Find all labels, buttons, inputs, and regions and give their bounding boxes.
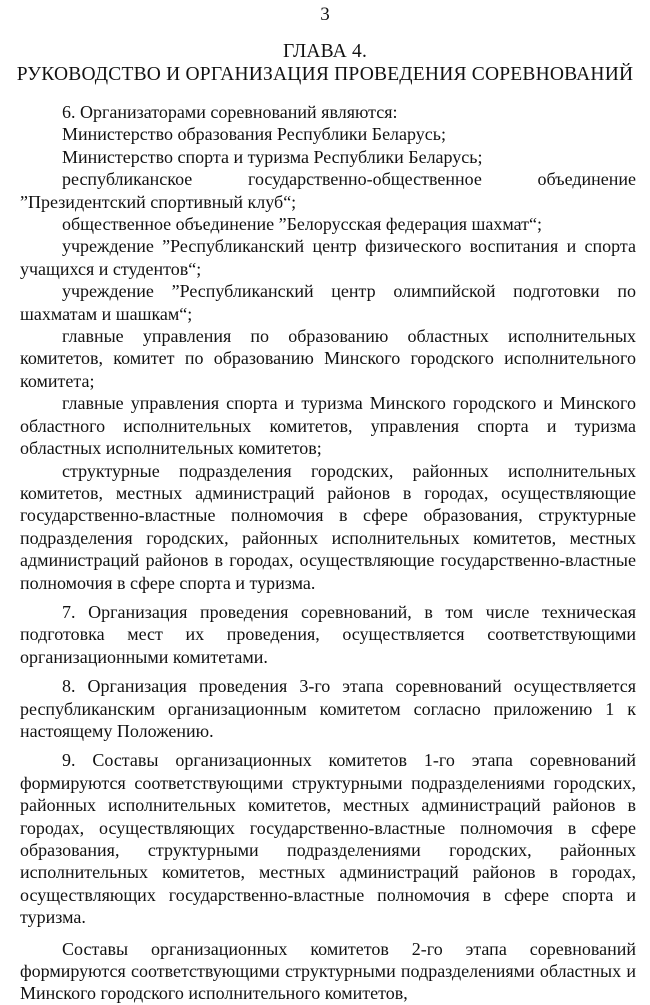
- document-body: [20, 101, 636, 1005]
- paragraph: 6. Организаторами соревнований являются:: [62, 102, 398, 122]
- paragraph: Министерство спорта и туризма Республики Беларусь;: [62, 146, 483, 167]
- paragraph: Составы организационных комитетов 2-го этапа соревнований формируются соответствующими структурными подразделениями областных и Минского городского исполнительного комитетов,: [20, 938, 636, 1004]
- paragraph: 7. Организация проведения соревнований, в том числе техническая подготовка мест их проведения, осуществляется соответствующими организационными комитетами.: [20, 601, 636, 667]
- paragraph: главные управления по образованию областных исполнительных комитетов, комитет по образованию Минского городского исполнительного комитета;: [20, 326, 636, 391]
- paragraph: 8. Организация проведения 3-го этапа соревнований осуществляется республиканским организационным комитетом согласно приложению 1 к настоящему Положению.: [20, 676, 636, 741]
- paragraph: Министерство образования Республики Беларусь;: [62, 124, 446, 145]
- paragraph: главные управления спорта и туризма Минского городского и Минского областного исполнительных комитетов, управления спорта и туризма областных исполнительных комитетов;: [20, 393, 636, 459]
- page-number: 3: [320, 4, 330, 25]
- chapter-number: ГЛАВА 4.: [282, 41, 368, 62]
- chapter-title: РУКОВОДСТВО И ОРГАНИЗАЦИЯ ПРОВЕДЕНИЯ СОРЕВНОВАНИЙ: [16, 64, 634, 85]
- chapter-heading: [0, 40, 650, 86]
- paragraph: учреждение ”Республиканский центр физического воспитания и спорта учащихся и студентов“;: [20, 236, 636, 279]
- paragraph: республиканское государственно-общественное объединение ”Президентский спортивный клуб“;: [20, 169, 636, 212]
- paragraph: структурные подразделения городских, районных исполнительных комитетов, местных администраций районов в городах, осуществляющие государственно-властные полномочия в сфере образования, структурные подразделения городских, районных исполнительных комитетов, местных администраций районов в городах, осуществляющие государственно-властные полномочия в сфере спорта и туризма.: [20, 460, 636, 593]
- paragraph: 9. Составы организационных комитетов 1-го этапа соревнований формируются соответствующими структурными подразделениями городских, районных исполнительных комитетов, местных администраций районов в городах, осуществляющих государственно-властные полномочия в сфере образования, структурными подразделениями городских, районных исполнительных комитетов, местных администраций районов в городах, осуществляющих государственно-властные полномочия в сфере спорта и туризма.: [20, 750, 636, 928]
- paragraph: учреждение ”Республиканский центр олимпийской подготовки по шахматам и шашкам“;: [20, 281, 636, 324]
- paragraph: общественное объединение ”Белорусская федерация шахмат“;: [62, 214, 542, 235]
